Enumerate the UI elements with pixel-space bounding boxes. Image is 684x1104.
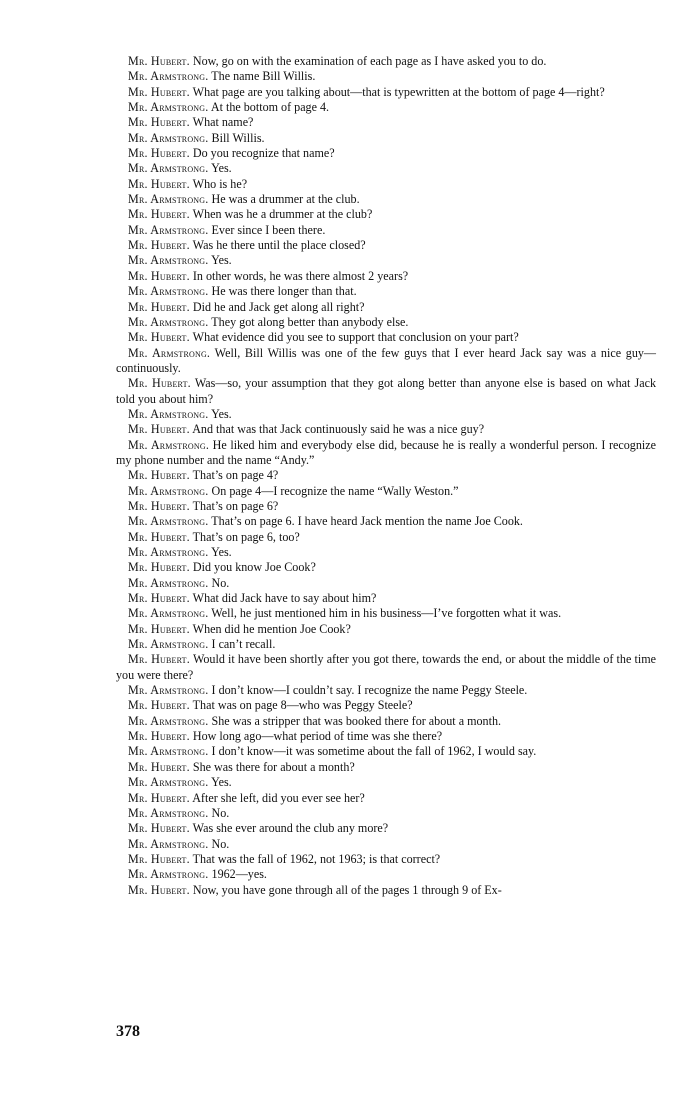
statement: What name? bbox=[192, 115, 254, 130]
paragraph bbox=[116, 330, 656, 345]
paragraph bbox=[116, 100, 656, 115]
statement: Do you recognize that name? bbox=[192, 146, 335, 161]
paragraph bbox=[116, 284, 656, 299]
speaker: Mr. Hubert. bbox=[128, 115, 190, 130]
speaker: Mr. Armstrong. bbox=[128, 575, 209, 590]
statement: Was—so, your assumption that they got along better than anyone else is based on what Jack told you about him? bbox=[116, 376, 656, 406]
speaker: Mr. Armstrong. bbox=[128, 483, 209, 498]
paragraph bbox=[116, 775, 656, 790]
statement: Now, you have gone through all of the pages 1 through 9 of Ex- bbox=[192, 882, 502, 897]
speaker: Mr. Hubert. bbox=[128, 851, 190, 866]
paragraph bbox=[116, 883, 656, 898]
paragraph bbox=[116, 315, 656, 330]
paragraph bbox=[116, 54, 656, 69]
statement: He liked him and everybody else did, because he is really a wonderful person. I recognize my phone number and the name “Andy.” bbox=[116, 437, 656, 467]
paragraph bbox=[116, 837, 656, 852]
speaker: Mr. Armstrong. bbox=[128, 867, 209, 882]
statement: She was a stripper that was booked there for about a month. bbox=[211, 713, 502, 728]
speaker: Mr. Armstrong. bbox=[128, 437, 210, 452]
speaker: Mr. Hubert. bbox=[128, 299, 190, 314]
statement: I don’t know—I couldn’t say. I recognize the name Peggy Steele. bbox=[211, 683, 528, 698]
paragraph bbox=[116, 484, 656, 499]
paragraph bbox=[116, 115, 656, 130]
statement: Yes. bbox=[211, 775, 232, 790]
paragraph bbox=[116, 192, 656, 207]
speaker: Mr. Hubert. bbox=[128, 698, 190, 713]
paragraph bbox=[116, 376, 656, 407]
speaker: Mr. Armstrong. bbox=[128, 130, 209, 145]
paragraph bbox=[116, 744, 656, 759]
speaker: Mr. Armstrong. bbox=[128, 545, 209, 559]
statement: That was the fall of 1962, not 1963; is that correct? bbox=[192, 851, 441, 866]
statement: Who is he? bbox=[192, 176, 248, 191]
paragraph bbox=[116, 560, 656, 575]
paragraph bbox=[116, 545, 656, 560]
paragraph bbox=[116, 407, 656, 422]
speaker: Mr. Armstrong. bbox=[128, 744, 209, 759]
statement: Did you know Joe Cook? bbox=[192, 560, 316, 575]
statement: That was on page 8—who was Peggy Steele? bbox=[192, 698, 413, 713]
speaker: Mr. Hubert. bbox=[128, 268, 190, 283]
paragraph bbox=[116, 207, 656, 222]
transcript-body bbox=[116, 54, 656, 898]
statement: That’s on page 6, too? bbox=[192, 529, 300, 544]
statement: What evidence did you see to support that conclusion on your part? bbox=[192, 330, 519, 345]
statement: No. bbox=[211, 805, 230, 820]
statement: I can’t recall. bbox=[211, 637, 276, 652]
paragraph bbox=[116, 177, 656, 192]
statement: That’s on page 4? bbox=[192, 468, 279, 483]
paragraph bbox=[116, 591, 656, 606]
speaker: Mr. Hubert. bbox=[128, 652, 190, 667]
statement: That’s on page 6. I have heard Jack mention the name Joe Cook. bbox=[211, 514, 523, 529]
paragraph bbox=[116, 253, 656, 268]
speaker: Mr. Hubert. bbox=[128, 238, 190, 253]
statement: Yes. bbox=[211, 545, 232, 559]
paragraph bbox=[116, 852, 656, 867]
paragraph bbox=[116, 514, 656, 529]
paragraph bbox=[116, 652, 656, 683]
speaker: Mr. Hubert. bbox=[128, 591, 190, 606]
statement: The name Bill Willis. bbox=[211, 69, 316, 84]
statement: That’s on page 6? bbox=[192, 498, 279, 513]
paragraph bbox=[116, 698, 656, 713]
statement: When was he a drummer at the club? bbox=[192, 207, 373, 222]
paragraph bbox=[116, 806, 656, 821]
statement: Well, Bill Willis was one of the few guys that I ever heard Jack say was a nice guy—continuously. bbox=[116, 345, 657, 375]
statement: 1962—yes. bbox=[211, 867, 267, 882]
statement: What page are you talking about—that is typewritten at the bottom of page 4—right? bbox=[192, 84, 605, 99]
statement: Bill Willis. bbox=[211, 130, 265, 145]
statement: I don’t know—it was sometime about the fall of 1962, I would say. bbox=[211, 744, 537, 759]
speaker: Mr. Hubert. bbox=[128, 821, 190, 836]
paragraph bbox=[116, 223, 656, 238]
statement: What did Jack have to say about him? bbox=[192, 591, 377, 606]
paragraph bbox=[116, 683, 656, 698]
speaker: Mr. Armstrong. bbox=[128, 69, 209, 84]
paragraph bbox=[116, 300, 656, 315]
speaker: Mr. Hubert. bbox=[128, 790, 190, 805]
speaker: Mr. Armstrong. bbox=[128, 222, 209, 237]
statement: How long ago—what period of time was she there? bbox=[192, 729, 443, 744]
speaker: Mr. Armstrong. bbox=[128, 284, 209, 299]
speaker: Mr. Hubert. bbox=[128, 621, 190, 636]
paragraph bbox=[116, 867, 656, 882]
statement: Was he there until the place closed? bbox=[192, 238, 366, 253]
paragraph bbox=[116, 714, 656, 729]
paragraph bbox=[116, 606, 656, 621]
statement: And that was that Jack continuously said he was a nice guy? bbox=[192, 422, 485, 437]
speaker: Mr. Hubert. bbox=[128, 882, 190, 897]
statement: Yes. bbox=[211, 161, 232, 176]
speaker: Mr. Armstrong. bbox=[128, 805, 209, 820]
speaker: Mr. Armstrong. bbox=[128, 606, 209, 621]
statement: Would it have been shortly after you got there, towards the end, or about the middle of the time you were there? bbox=[116, 652, 656, 682]
speaker: Mr. Hubert. bbox=[128, 376, 191, 391]
statement: Yes. bbox=[211, 253, 232, 268]
speaker: Mr. Armstrong. bbox=[128, 637, 209, 652]
paragraph bbox=[116, 760, 656, 775]
speaker: Mr. Hubert. bbox=[128, 529, 190, 544]
speaker: Mr. Hubert. bbox=[128, 729, 190, 744]
statement: No. bbox=[211, 575, 230, 590]
paragraph bbox=[116, 530, 656, 545]
speaker: Mr. Armstrong. bbox=[128, 775, 209, 790]
paragraph bbox=[116, 468, 656, 483]
speaker: Mr. Hubert. bbox=[128, 498, 190, 513]
paragraph bbox=[116, 85, 656, 100]
statement: Did he and Jack get along all right? bbox=[192, 299, 365, 314]
paragraph bbox=[116, 576, 656, 591]
speaker: Mr. Armstrong. bbox=[128, 314, 209, 329]
speaker: Mr. Hubert. bbox=[128, 54, 190, 68]
paragraph bbox=[116, 346, 656, 377]
statement: Ever since I been there. bbox=[211, 222, 326, 237]
statement: After she left, did you ever see her? bbox=[192, 790, 365, 805]
statement: On page 4—I recognize the name “Wally Weston.” bbox=[211, 483, 459, 498]
statement: In other words, he was there almost 2 years? bbox=[192, 268, 409, 283]
speaker: Mr. Armstrong. bbox=[128, 836, 209, 851]
paragraph bbox=[116, 146, 656, 161]
speaker: Mr. Hubert. bbox=[128, 759, 190, 774]
speaker: Mr. Armstrong. bbox=[128, 514, 209, 529]
paragraph bbox=[116, 791, 656, 806]
paragraph bbox=[116, 161, 656, 176]
speaker: Mr. Armstrong. bbox=[128, 161, 209, 176]
statement: He was there longer than that. bbox=[211, 284, 357, 299]
paragraph bbox=[116, 422, 656, 437]
paragraph bbox=[116, 622, 656, 637]
paragraph bbox=[116, 499, 656, 514]
paragraph bbox=[116, 637, 656, 652]
speaker: Mr. Armstrong. bbox=[128, 100, 209, 115]
speaker: Mr. Armstrong. bbox=[128, 345, 211, 360]
speaker: Mr. Hubert. bbox=[128, 176, 190, 191]
statement: When did he mention Joe Cook? bbox=[192, 621, 351, 636]
speaker: Mr. Hubert. bbox=[128, 468, 190, 483]
statement: Now, go on with the examination of each page as I have asked you to do. bbox=[192, 54, 547, 68]
speaker: Mr. Armstrong. bbox=[128, 406, 209, 421]
statement: No. bbox=[211, 836, 230, 851]
statement: He was a drummer at the club. bbox=[211, 192, 360, 207]
speaker: Mr. Hubert. bbox=[128, 207, 190, 222]
statement: Well, he just mentioned him in his business—I’ve forgotten what it was. bbox=[211, 606, 562, 621]
paragraph bbox=[116, 131, 656, 146]
speaker: Mr. Armstrong. bbox=[128, 192, 209, 207]
statement: Yes. bbox=[211, 406, 232, 421]
speaker: Mr. Armstrong. bbox=[128, 253, 209, 268]
statement: Was she ever around the club any more? bbox=[192, 821, 389, 836]
statement: They got along better than anybody else. bbox=[211, 314, 409, 329]
paragraph bbox=[116, 269, 656, 284]
paragraph bbox=[116, 821, 656, 836]
speaker: Mr. Armstrong. bbox=[128, 713, 209, 728]
speaker: Mr. Hubert. bbox=[128, 84, 190, 99]
paragraph bbox=[116, 729, 656, 744]
paragraph bbox=[116, 238, 656, 253]
statement: She was there for about a month? bbox=[192, 759, 355, 774]
paragraph bbox=[116, 438, 656, 469]
speaker: Mr. Hubert. bbox=[128, 422, 190, 437]
paragraph bbox=[116, 69, 656, 84]
page-number: 378 bbox=[116, 1023, 140, 1040]
speaker: Mr. Hubert. bbox=[128, 560, 190, 575]
statement: At the bottom of page 4. bbox=[210, 100, 330, 115]
speaker: Mr. Hubert. bbox=[128, 146, 190, 161]
speaker: Mr. Armstrong. bbox=[128, 683, 209, 698]
speaker: Mr. Hubert. bbox=[128, 330, 190, 345]
